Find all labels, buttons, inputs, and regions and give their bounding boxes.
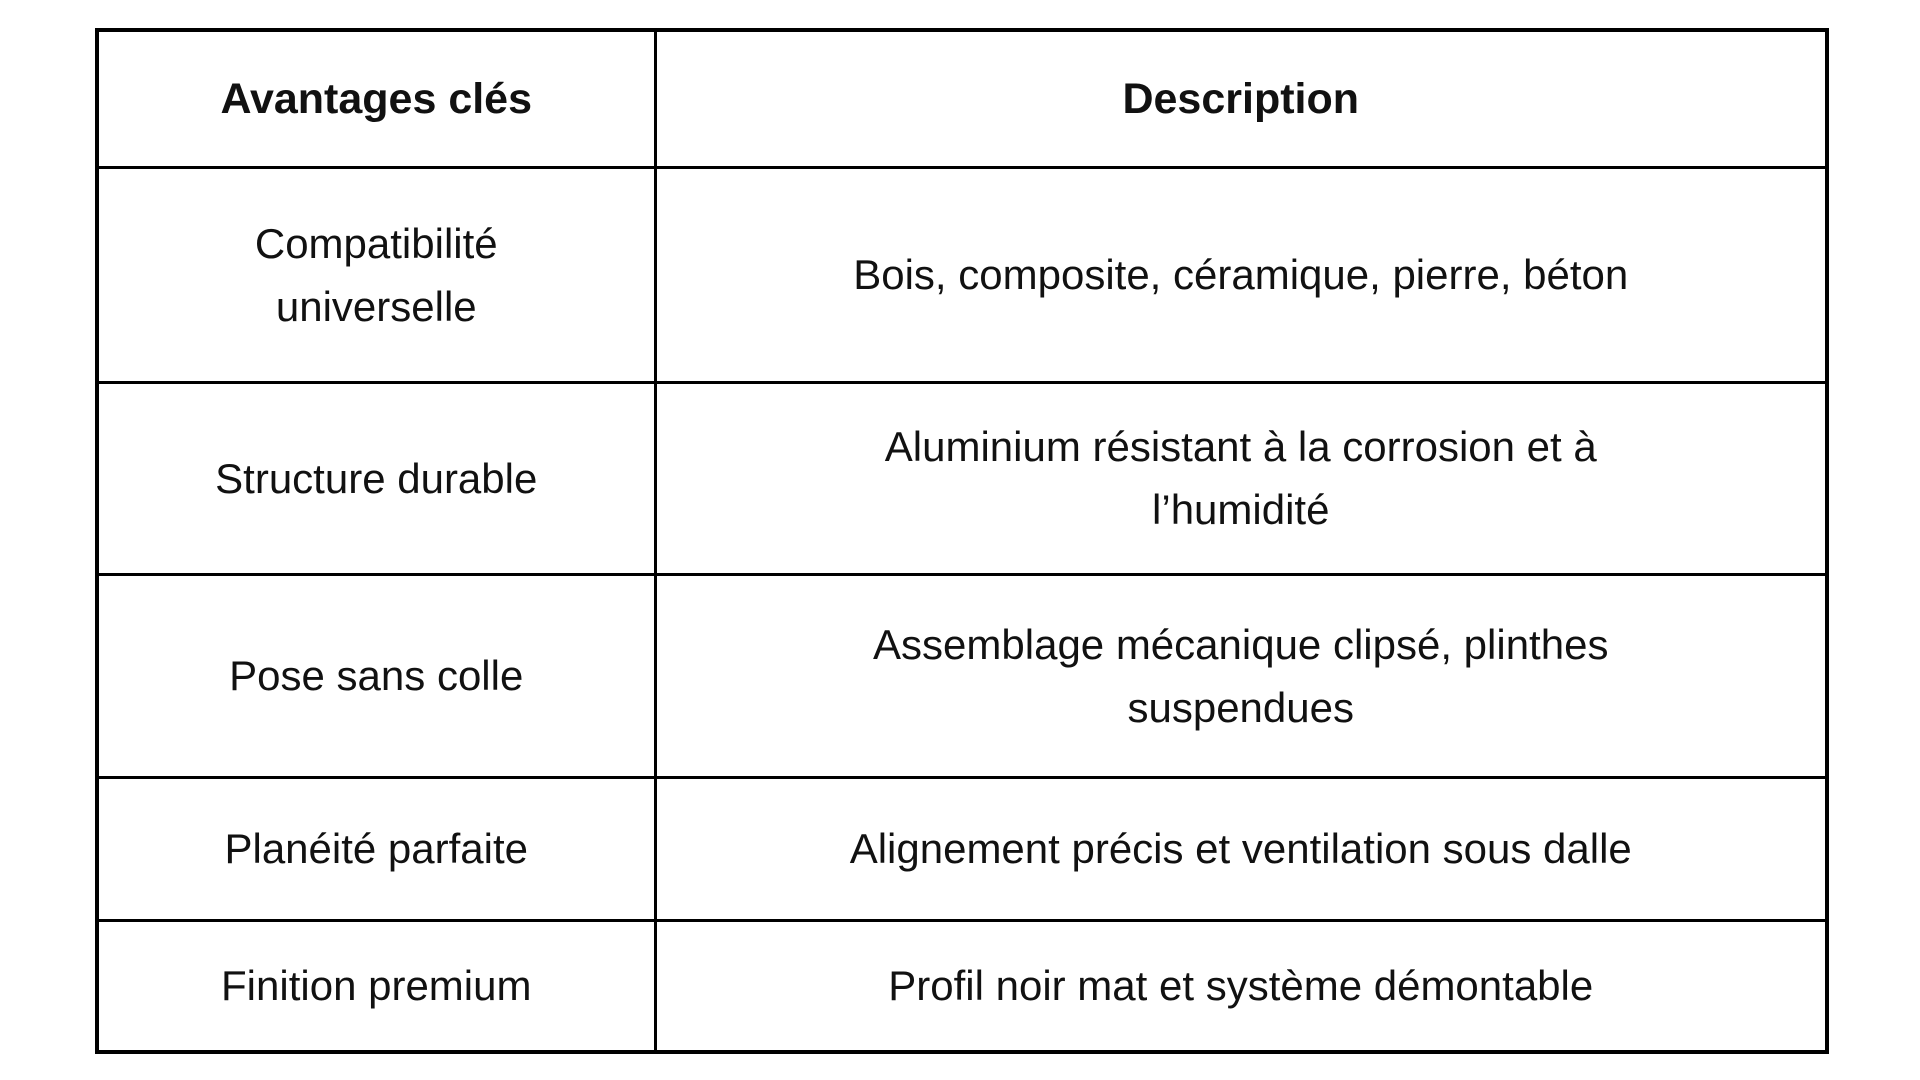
table-row bbox=[97, 167, 1827, 382]
column-header-description bbox=[655, 30, 1827, 167]
advantage-cell bbox=[97, 920, 655, 1052]
description-text: Aluminium résistant à la corrosion et à l’humidité bbox=[884, 423, 1597, 533]
description-cell bbox=[655, 574, 1827, 777]
description-cell bbox=[655, 167, 1827, 382]
table-row bbox=[97, 920, 1827, 1052]
advantages-table bbox=[95, 28, 1829, 1054]
description-text: Profil noir mat et système démontable bbox=[888, 962, 1594, 1010]
description-cell bbox=[655, 382, 1827, 574]
description-text: Assemblage mécanique clipsé, plinthes suspendues bbox=[873, 620, 1609, 731]
advantage-cell bbox=[97, 574, 655, 777]
advantage-cell bbox=[97, 777, 655, 920]
description-cell bbox=[655, 920, 1827, 1052]
advantage-cell bbox=[97, 167, 655, 382]
advantage-text: Planéité parfaite bbox=[224, 825, 529, 872]
column-header-description-label: Description bbox=[1122, 74, 1360, 123]
table-row bbox=[97, 382, 1827, 574]
description-text: Alignement précis et ventilation sous dalle bbox=[849, 825, 1632, 872]
advantage-cell bbox=[97, 382, 655, 574]
description-text: Bois, composite, céramique, pierre, béton bbox=[853, 251, 1629, 298]
column-header-advantages-label: Avantages clés bbox=[220, 74, 533, 123]
column-header-advantages bbox=[97, 30, 655, 167]
advantage-text: Structure durable bbox=[215, 454, 538, 502]
table-row bbox=[97, 574, 1827, 777]
advantage-text: Finition premium bbox=[221, 962, 532, 1010]
table-header-row bbox=[97, 30, 1827, 167]
description-cell bbox=[655, 777, 1827, 920]
table-row bbox=[97, 777, 1827, 920]
advantage-text: Pose sans colle bbox=[229, 652, 524, 699]
advantage-text: Compatibilité universelle bbox=[254, 219, 498, 330]
